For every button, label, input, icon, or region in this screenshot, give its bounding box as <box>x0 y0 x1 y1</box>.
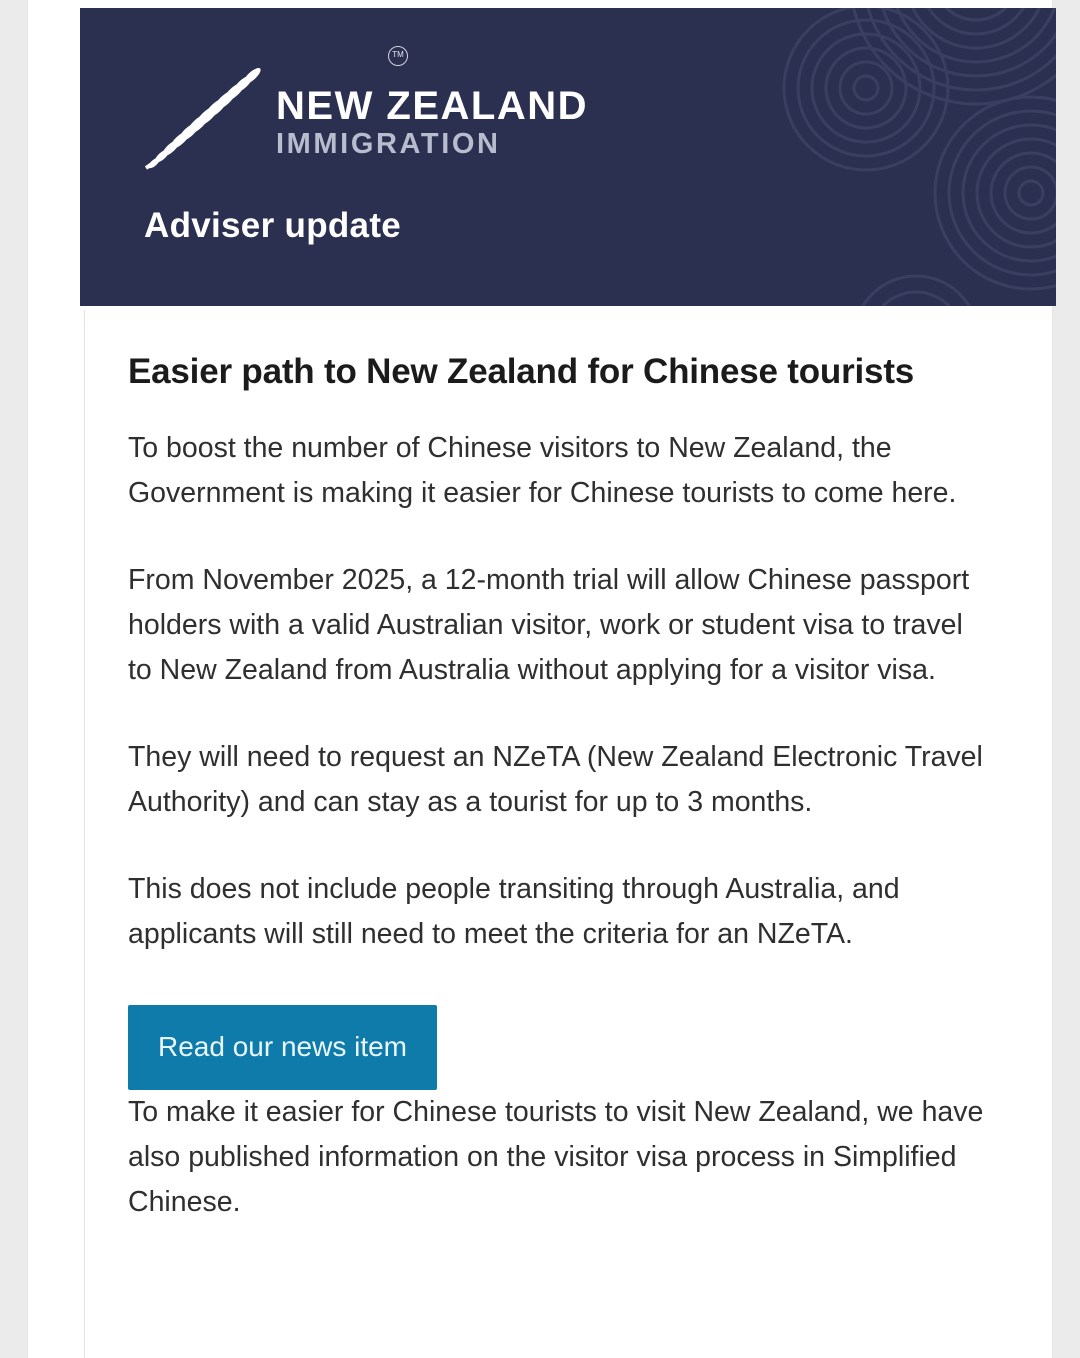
trademark-icon: TM <box>388 46 408 66</box>
body-paragraph-closing: To make it easier for Chinese tourists to visit New Zealand, we have also published information on the visitor visa process in Simplified Chinese. <box>128 1096 984 1219</box>
email-sheet <box>28 0 1052 1358</box>
banner-subtitle: Adviser update <box>144 206 402 245</box>
koru-pattern-icon <box>676 8 1056 306</box>
logo-secondary-text: IMMIGRATION <box>276 128 501 160</box>
email-body <box>128 352 988 1267</box>
nz-immigration-logo <box>140 50 589 176</box>
body-paragraph-4: This does not include people transiting through Australia, and applicants will still need to meet the criteria for an NZeTA. <box>128 873 900 951</box>
body-left-rule <box>84 310 85 1358</box>
silver-fern-icon <box>140 56 270 176</box>
read-news-item-button[interactable]: Read our news item <box>128 1005 437 1090</box>
body-paragraph-3: They will need to request an NZeTA (New Zealand Electronic Travel Authority) and can stay as a tourist for up to 3 months. <box>128 741 983 819</box>
body-paragraph-1: To boost the number of Chinese visitors to New Zealand, the Government is making it easier for Chinese tourists to come here. <box>128 432 957 510</box>
page-title: Easier path to New Zealand for Chinese tourists <box>128 352 915 391</box>
body-paragraph-2: From November 2025, a 12-month trial will allow Chinese passport holders with a valid Australian visitor, work or student visa to travel to New Zealand from Australia without applying for a visitor visa. <box>128 564 970 687</box>
logo-primary-text: NEW ZEALAND <box>276 84 589 128</box>
email-header-banner <box>80 8 1056 306</box>
